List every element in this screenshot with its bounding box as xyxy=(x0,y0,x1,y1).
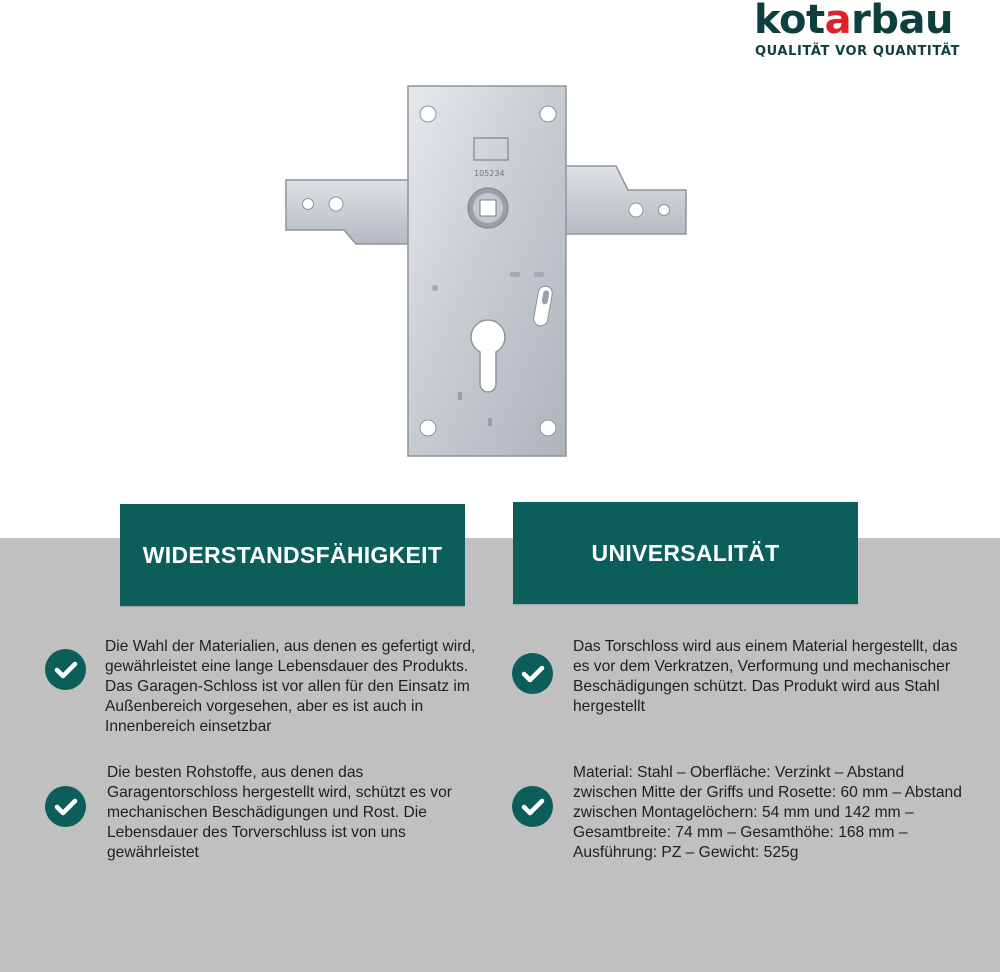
check-icon xyxy=(512,653,553,694)
panel-widerstandsfaehigkeit: WIDERSTANDSFÄHIGKEIT xyxy=(120,504,465,606)
brand-wordmark: kotarbau xyxy=(754,0,953,43)
check-icon xyxy=(512,786,553,827)
svg-text:105234: 105234 xyxy=(474,169,505,178)
feature-text-durability-1: Die Wahl der Materialien, aus denen es gefertigt wird, gewährleistet eine lange Lebensdauer des Produkts. Das Garagen-Schloss ist vor allen für den Einsatz im Außenbereich vorgesehen, aber es ist auch in Innenbereich einsetzbar xyxy=(105,638,476,735)
brand-logo xyxy=(754,0,964,64)
feature-text-universality-1: Das Torschloss wird aus einem Material hergestellt, das es vor dem Verkratzen, Verformung und mechanischer Beschädigungen schützt. Das Produkt wird aus Stahl hergestellt xyxy=(573,638,958,715)
brand-tagline: QUALITÄT VOR QUANTITÄT xyxy=(755,44,960,59)
check-icon xyxy=(45,786,86,827)
lock-plate-icon xyxy=(284,84,690,460)
feature-text-durability-2: Die besten Rohstoffe, aus denen das Garagentorschloss hergestellt wird, schützt es vor mechanischen Beschädigungen und Rost. Die Lebensdauer des Torverschluss ist von uns gewährleistet xyxy=(107,764,452,861)
panel-universalitaet: UNIVERSALITÄT xyxy=(513,502,858,604)
check-icon xyxy=(45,649,86,690)
feature-text-specifications: Material: Stahl – Oberfläche: Verzinkt – Abstand zwischen Mitte der Griffs und Rosette: 60 mm – Abstand zwischen Montagelöchern: 54 mm und 142 mm – Gesamtbreite: 74 mm – Gesamthöhe: 168 mm – Ausführung: PZ – Gewicht: 525g xyxy=(573,764,962,861)
